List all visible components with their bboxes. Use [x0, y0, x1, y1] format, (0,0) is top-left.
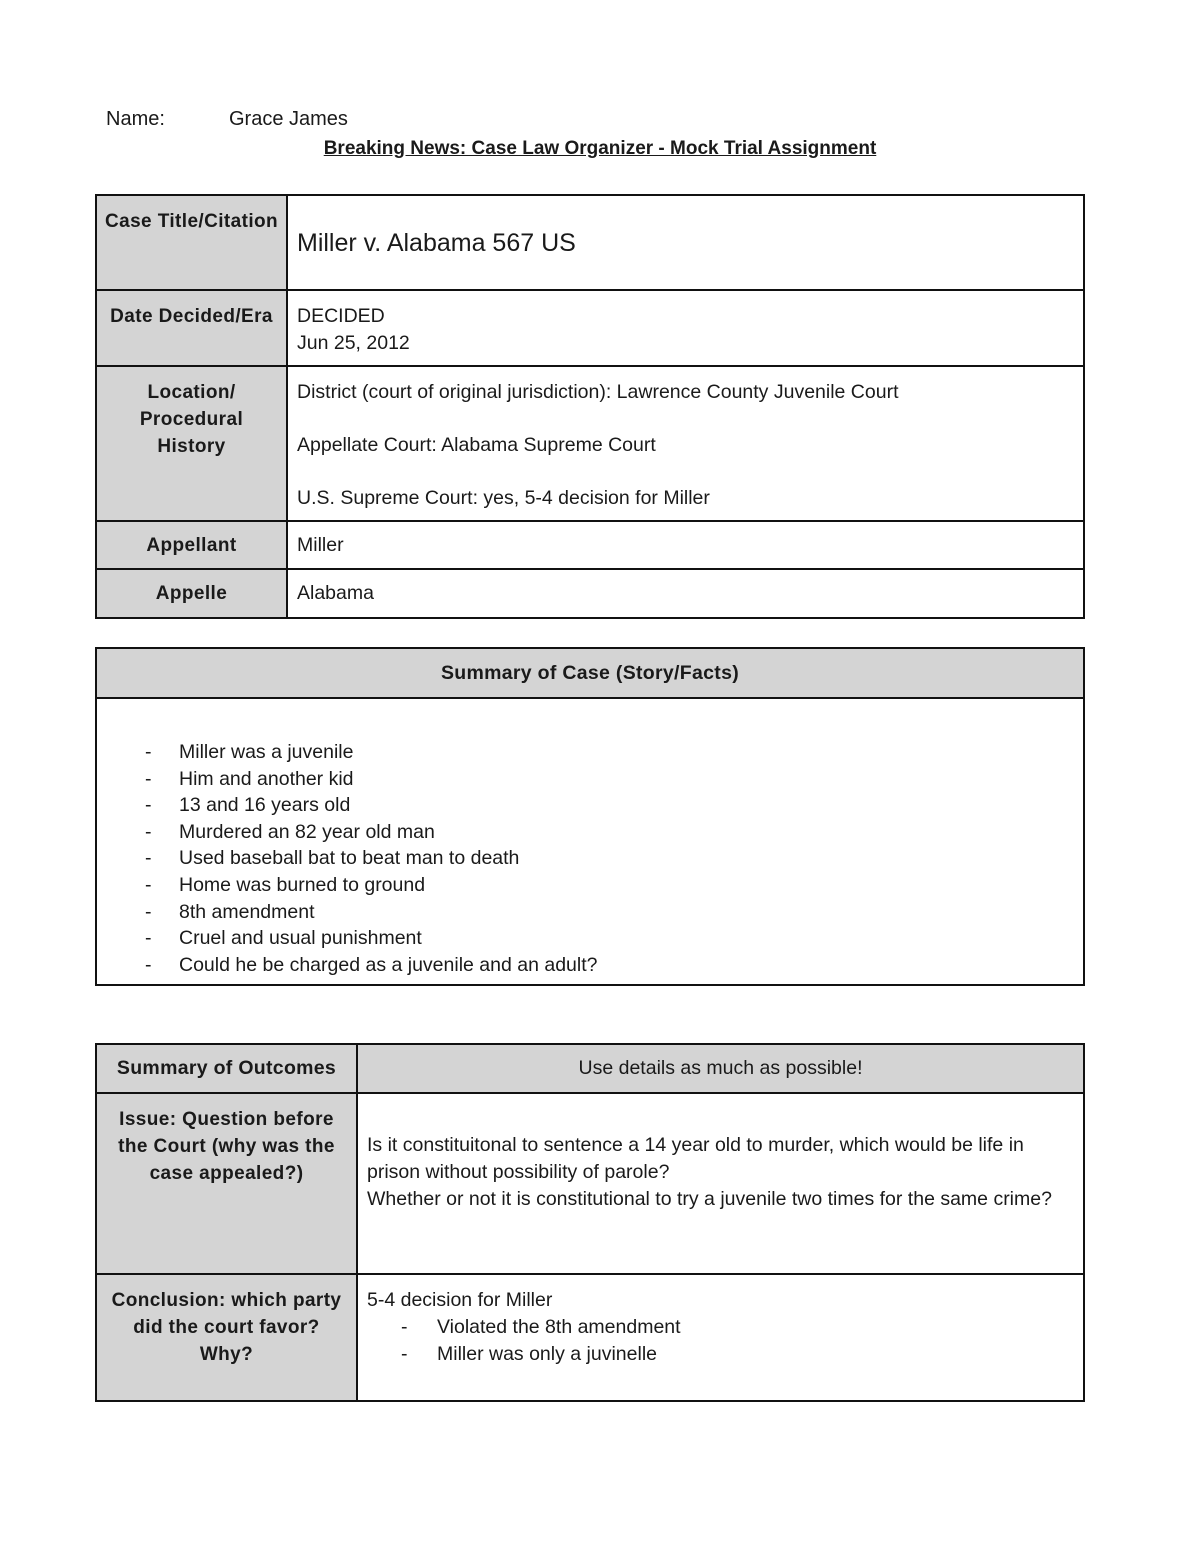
appelle-row: [96, 569, 1084, 618]
issue-label: Issue: Question before the Court (why was the case appealed?): [96, 1093, 357, 1274]
dash-bullet: -: [401, 1343, 408, 1365]
name-line: [106, 108, 348, 131]
dash-bullet: -: [401, 1316, 408, 1338]
conclusion-row: [96, 1274, 1084, 1401]
issue-row: [96, 1093, 1084, 1274]
date-line: Jun 25, 2012: [297, 332, 410, 354]
list-item-text: Home was burned to ground: [179, 873, 426, 896]
list-item-text: 8th amendment: [179, 900, 315, 923]
list-item: [98, 872, 1082, 899]
appellant-value: Miller: [287, 521, 1084, 569]
list-item-text: Murdered an 82 year old man: [179, 820, 435, 843]
appellant-row: [96, 521, 1084, 569]
case-title-label: Case Title/Citation: [96, 195, 287, 290]
date-value: [287, 290, 1084, 366]
dash-bullet: -: [145, 927, 152, 950]
appelle-label: Appelle: [96, 569, 287, 618]
list-item-text: Used baseball bat to beat man to death: [179, 847, 520, 870]
location-label: Location/ Procedural History: [96, 366, 287, 521]
dash-bullet: -: [145, 820, 152, 843]
list-item: [367, 1341, 1074, 1368]
list-item-text: Violated the 8th amendment: [437, 1316, 681, 1338]
facts-list: [98, 739, 1082, 978]
outcomes-header-left: Summary of Outcomes: [96, 1044, 357, 1093]
list-item-text: Miller was only a juvinelle: [437, 1343, 658, 1365]
list-item: [98, 845, 1082, 872]
supreme-court: U.S. Supreme Court: yes, 5-4 decision for Miller: [297, 487, 710, 509]
dash-bullet: -: [145, 900, 152, 923]
location-row: [96, 366, 1084, 521]
appellate-court: Appellate Court: Alabama Supreme Court: [297, 434, 656, 456]
list-item: [98, 792, 1082, 819]
student-name: Grace James: [229, 108, 348, 130]
case-title-value: Miller v. Alabama 567 US: [287, 195, 1084, 290]
outcomes-header-row: [96, 1044, 1084, 1093]
name-label: Name:: [106, 108, 165, 130]
list-item-text: Miller was a juvenile: [179, 741, 354, 763]
list-item: [367, 1314, 1074, 1341]
case-info-table: [95, 194, 1085, 619]
conclusion-decision: 5-4 decision for Miller: [367, 1289, 553, 1311]
issue-value: [357, 1093, 1084, 1274]
appelle-value: Alabama: [287, 569, 1084, 618]
location-value: [287, 366, 1084, 521]
outcomes-header-right: Use details as much as possible!: [357, 1044, 1084, 1093]
conclusion-label: Conclusion: which party did the court favor? Why?: [96, 1274, 357, 1401]
issue-question-1: Is it constituitonal to sentence a 14 year old to murder, which would be life in prison without possibility of parole?: [367, 1134, 1024, 1183]
summary-header: Summary of Case (Story/Facts): [96, 648, 1084, 698]
dash-bullet: -: [145, 741, 152, 763]
summary-facts-cell: [96, 698, 1084, 985]
date-row: [96, 290, 1084, 366]
dash-bullet: -: [145, 767, 152, 790]
date-label: Date Decided/Era: [96, 290, 287, 366]
dash-bullet: -: [145, 953, 152, 976]
list-item-text: Could he be charged as a juvenile and an adult?: [179, 953, 598, 976]
list-item: [98, 952, 1082, 979]
list-item: [98, 899, 1082, 926]
issue-question-2: Whether or not it is constitutional to try a juvenile two times for the same crime?: [367, 1188, 1052, 1210]
list-item: [98, 766, 1082, 793]
document-title: Breaking News: Case Law Organizer - Mock Trial Assignment: [323, 138, 877, 159]
conclusion-points: [367, 1314, 1074, 1368]
list-item: [98, 925, 1082, 952]
appellant-label: Appellant: [96, 521, 287, 569]
list-item-text: 13 and 16 years old: [179, 794, 351, 817]
conclusion-value: [357, 1274, 1084, 1401]
dash-bullet: -: [145, 873, 152, 896]
list-item: [98, 739, 1082, 766]
dash-bullet: -: [145, 794, 152, 817]
case-title-row: [96, 195, 1084, 290]
list-item-text: Him and another kid: [179, 767, 354, 790]
list-item: [98, 819, 1082, 846]
dash-bullet: -: [145, 847, 152, 870]
outcomes-table: [95, 1043, 1085, 1402]
date-decided-line: DECIDED: [297, 305, 385, 327]
district-court: District (court of original jurisdiction): Lawrence County Juvenile Court: [297, 381, 899, 403]
list-item-text: Cruel and usual punishment: [179, 927, 422, 950]
summary-table: [95, 647, 1085, 986]
